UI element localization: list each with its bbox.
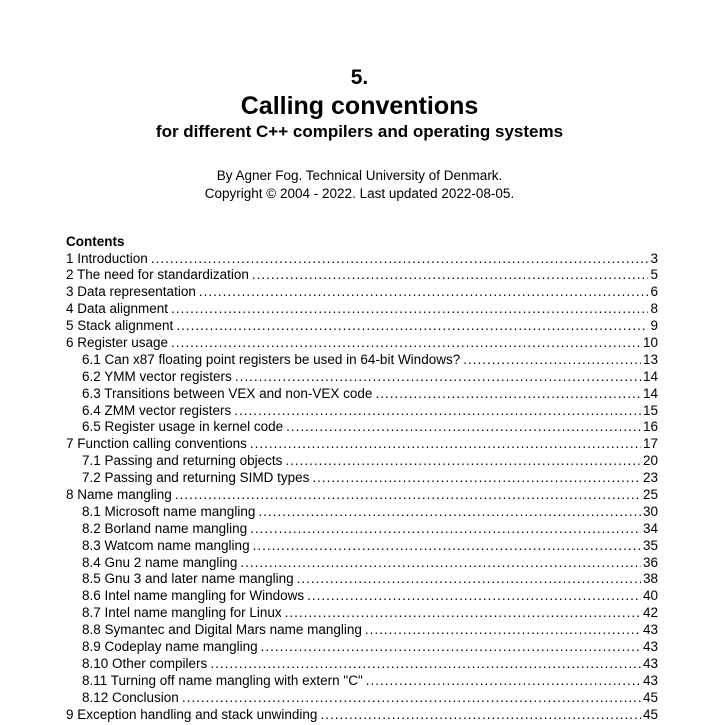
toc-entry[interactable] [66, 284, 658, 301]
toc-entry[interactable] [66, 301, 658, 318]
toc-entry-page: 36 [642, 554, 658, 570]
toc-entry-page: 3 [650, 250, 658, 266]
toc-entry[interactable] [66, 690, 658, 707]
toc-entry-page: 43 [642, 672, 658, 688]
toc-entry[interactable] [66, 267, 658, 284]
toc-entry[interactable] [66, 707, 658, 724]
toc-entry-label: 8.6 Intel name mangling for Windows [82, 588, 305, 604]
toc-dot-leader [463, 352, 641, 369]
toc-entry-page: 10 [642, 334, 658, 350]
toc-entry[interactable] [66, 555, 658, 572]
toc-entry[interactable] [66, 605, 658, 622]
toc-entry-label: 6.1 Can x87 floating point registers be used in 64-bit Windows? [82, 351, 461, 367]
toc-dot-leader [366, 673, 641, 690]
toc-entry-page: 9 [650, 318, 658, 334]
toc-entry-label: 1 Introduction [66, 250, 148, 266]
toc-entry[interactable] [66, 504, 658, 521]
toc-entry-label: 8.11 Turning off name mangling with extern "C" [82, 672, 363, 688]
toc-dot-leader [286, 419, 641, 436]
document-title: Calling conventions [240, 92, 479, 120]
toc-dot-leader [176, 318, 648, 335]
toc-entry[interactable] [66, 251, 658, 268]
toc-entry-label: 4 Data alignment [66, 301, 169, 317]
toc-entry-page: 17 [642, 436, 658, 452]
toc-entry-page: 15 [642, 402, 658, 418]
toc-dot-leader [171, 335, 641, 352]
toc-entry[interactable] [66, 622, 658, 639]
toc-entry[interactable] [66, 538, 658, 555]
toc-entry[interactable] [66, 639, 658, 656]
toc-dot-leader [234, 403, 641, 420]
toc-entry-page: 5 [650, 267, 658, 283]
toc-entry-label: 8.2 Borland name mangling [82, 520, 248, 536]
toc-entry[interactable] [66, 403, 658, 420]
toc-entry-label: 8.12 Conclusion [82, 689, 179, 705]
toc-entry[interactable] [66, 673, 658, 690]
toc-entry-page: 8 [650, 301, 658, 317]
toc-entry-label: 6 Register usage [66, 334, 169, 350]
toc-entry-label: 2 The need for standardization [66, 267, 249, 283]
toc-entry[interactable] [66, 453, 658, 470]
contents-heading: Contents [66, 234, 125, 249]
toc-entry-label: 8.7 Intel name mangling for Linux [82, 605, 282, 621]
toc-entry-label: 6.3 Transitions between VEX and non-VEX code [82, 385, 373, 401]
toc-entry-page: 43 [642, 622, 658, 638]
toc-entry-page: 25 [642, 486, 658, 502]
toc-entry[interactable] [66, 487, 658, 504]
toc-entry-page: 14 [642, 368, 658, 384]
toc-entry-page: 34 [642, 520, 658, 536]
toc-entry-page: 42 [642, 605, 658, 621]
toc-entry[interactable] [66, 318, 658, 335]
byline-block [0, 167, 719, 203]
toc-entry[interactable] [66, 436, 658, 453]
toc-dot-leader [312, 470, 641, 487]
toc-entry-page: 23 [642, 470, 658, 486]
toc-entry[interactable] [66, 571, 658, 588]
toc-entry[interactable] [66, 470, 658, 487]
toc-dot-leader [250, 521, 641, 538]
toc-entry-label: 7 Function calling conventions [66, 436, 247, 452]
toc-entry[interactable] [66, 335, 658, 352]
toc-dot-leader [240, 555, 641, 572]
toc-entry-label: 8.10 Other compilers [82, 655, 208, 671]
toc-dot-leader [285, 453, 641, 470]
toc-entry-page: 35 [642, 537, 658, 553]
toc-dot-leader [151, 251, 649, 268]
toc-entry-page: 43 [642, 655, 658, 671]
toc-dot-leader [235, 369, 641, 386]
toc-entry[interactable] [66, 656, 658, 673]
toc-entry-label: 8.1 Microsoft name mangling [82, 503, 256, 519]
toc-dot-leader [258, 504, 641, 521]
toc-dot-leader [182, 690, 641, 707]
author-byline: By Agner Fog. Technical University of Denmark. [216, 168, 503, 183]
document-header [0, 0, 719, 203]
toc-entry-label: 7.1 Passing and returning objects [82, 453, 283, 469]
toc-dot-leader [210, 656, 641, 673]
toc-entry-label: 7.2 Passing and returning SIMD types [82, 470, 310, 486]
toc-entry-page: 45 [642, 689, 658, 705]
toc-dot-leader [175, 487, 641, 504]
toc-dot-leader [307, 588, 641, 605]
toc-entry-page: 45 [642, 706, 658, 722]
chapter-number: 5. [350, 66, 369, 89]
toc-dot-leader [297, 571, 641, 588]
toc-dot-leader [375, 386, 641, 403]
toc-entry-label: 8.8 Symantec and Digital Mars name mangling [82, 622, 362, 638]
toc-entry-label: 9 Exception handling and stack unwinding [66, 706, 318, 722]
toc-entry-label: 5 Stack alignment [66, 318, 174, 334]
toc-entry-label: 6.4 ZMM vector registers [82, 402, 232, 418]
toc-entry[interactable] [66, 386, 658, 403]
toc-entry-label: 8.5 Gnu 3 and later name mangling [82, 571, 294, 587]
toc-list [66, 251, 658, 724]
toc-dot-leader [285, 605, 641, 622]
toc-dot-leader [365, 622, 641, 639]
toc-dot-leader [320, 707, 641, 724]
copyright-line: Copyright © 2004 - 2022. Last updated 2022-08-05. [204, 186, 515, 201]
toc-dot-leader [171, 301, 648, 318]
toc-entry-page: 38 [642, 571, 658, 587]
toc-entry-label: 8.3 Watcom name mangling [82, 537, 250, 553]
toc-entry-page: 40 [642, 588, 658, 604]
toc-dot-leader [252, 267, 649, 284]
toc-entry[interactable] [66, 369, 658, 386]
table-of-contents [66, 234, 658, 723]
document-subtitle: for different C++ compilers and operating systems [155, 122, 564, 141]
toc-entry-page: 13 [642, 351, 658, 367]
toc-entry-page: 16 [642, 419, 658, 435]
toc-entry-label: 6.5 Register usage in kernel code [82, 419, 284, 435]
toc-dot-leader [261, 639, 641, 656]
toc-entry[interactable] [66, 352, 658, 369]
toc-entry-label: 8.4 Gnu 2 name mangling [82, 554, 238, 570]
toc-dot-leader [253, 538, 641, 555]
toc-entry-page: 20 [642, 453, 658, 469]
toc-entry-label: 3 Data representation [66, 284, 196, 300]
toc-entry-page: 14 [642, 385, 658, 401]
toc-entry-page: 30 [642, 503, 658, 519]
toc-entry-label: 8.9 Codeplay name mangling [82, 638, 258, 654]
toc-entry[interactable] [66, 521, 658, 538]
toc-dot-leader [199, 284, 649, 301]
toc-dot-leader [250, 436, 641, 453]
toc-entry[interactable] [66, 419, 658, 436]
toc-entry-page: 43 [642, 638, 658, 654]
toc-entry-label: 8 Name mangling [66, 486, 172, 502]
toc-entry-label: 6.2 YMM vector registers [82, 368, 232, 384]
toc-entry[interactable] [66, 588, 658, 605]
toc-entry-page: 6 [650, 284, 658, 300]
